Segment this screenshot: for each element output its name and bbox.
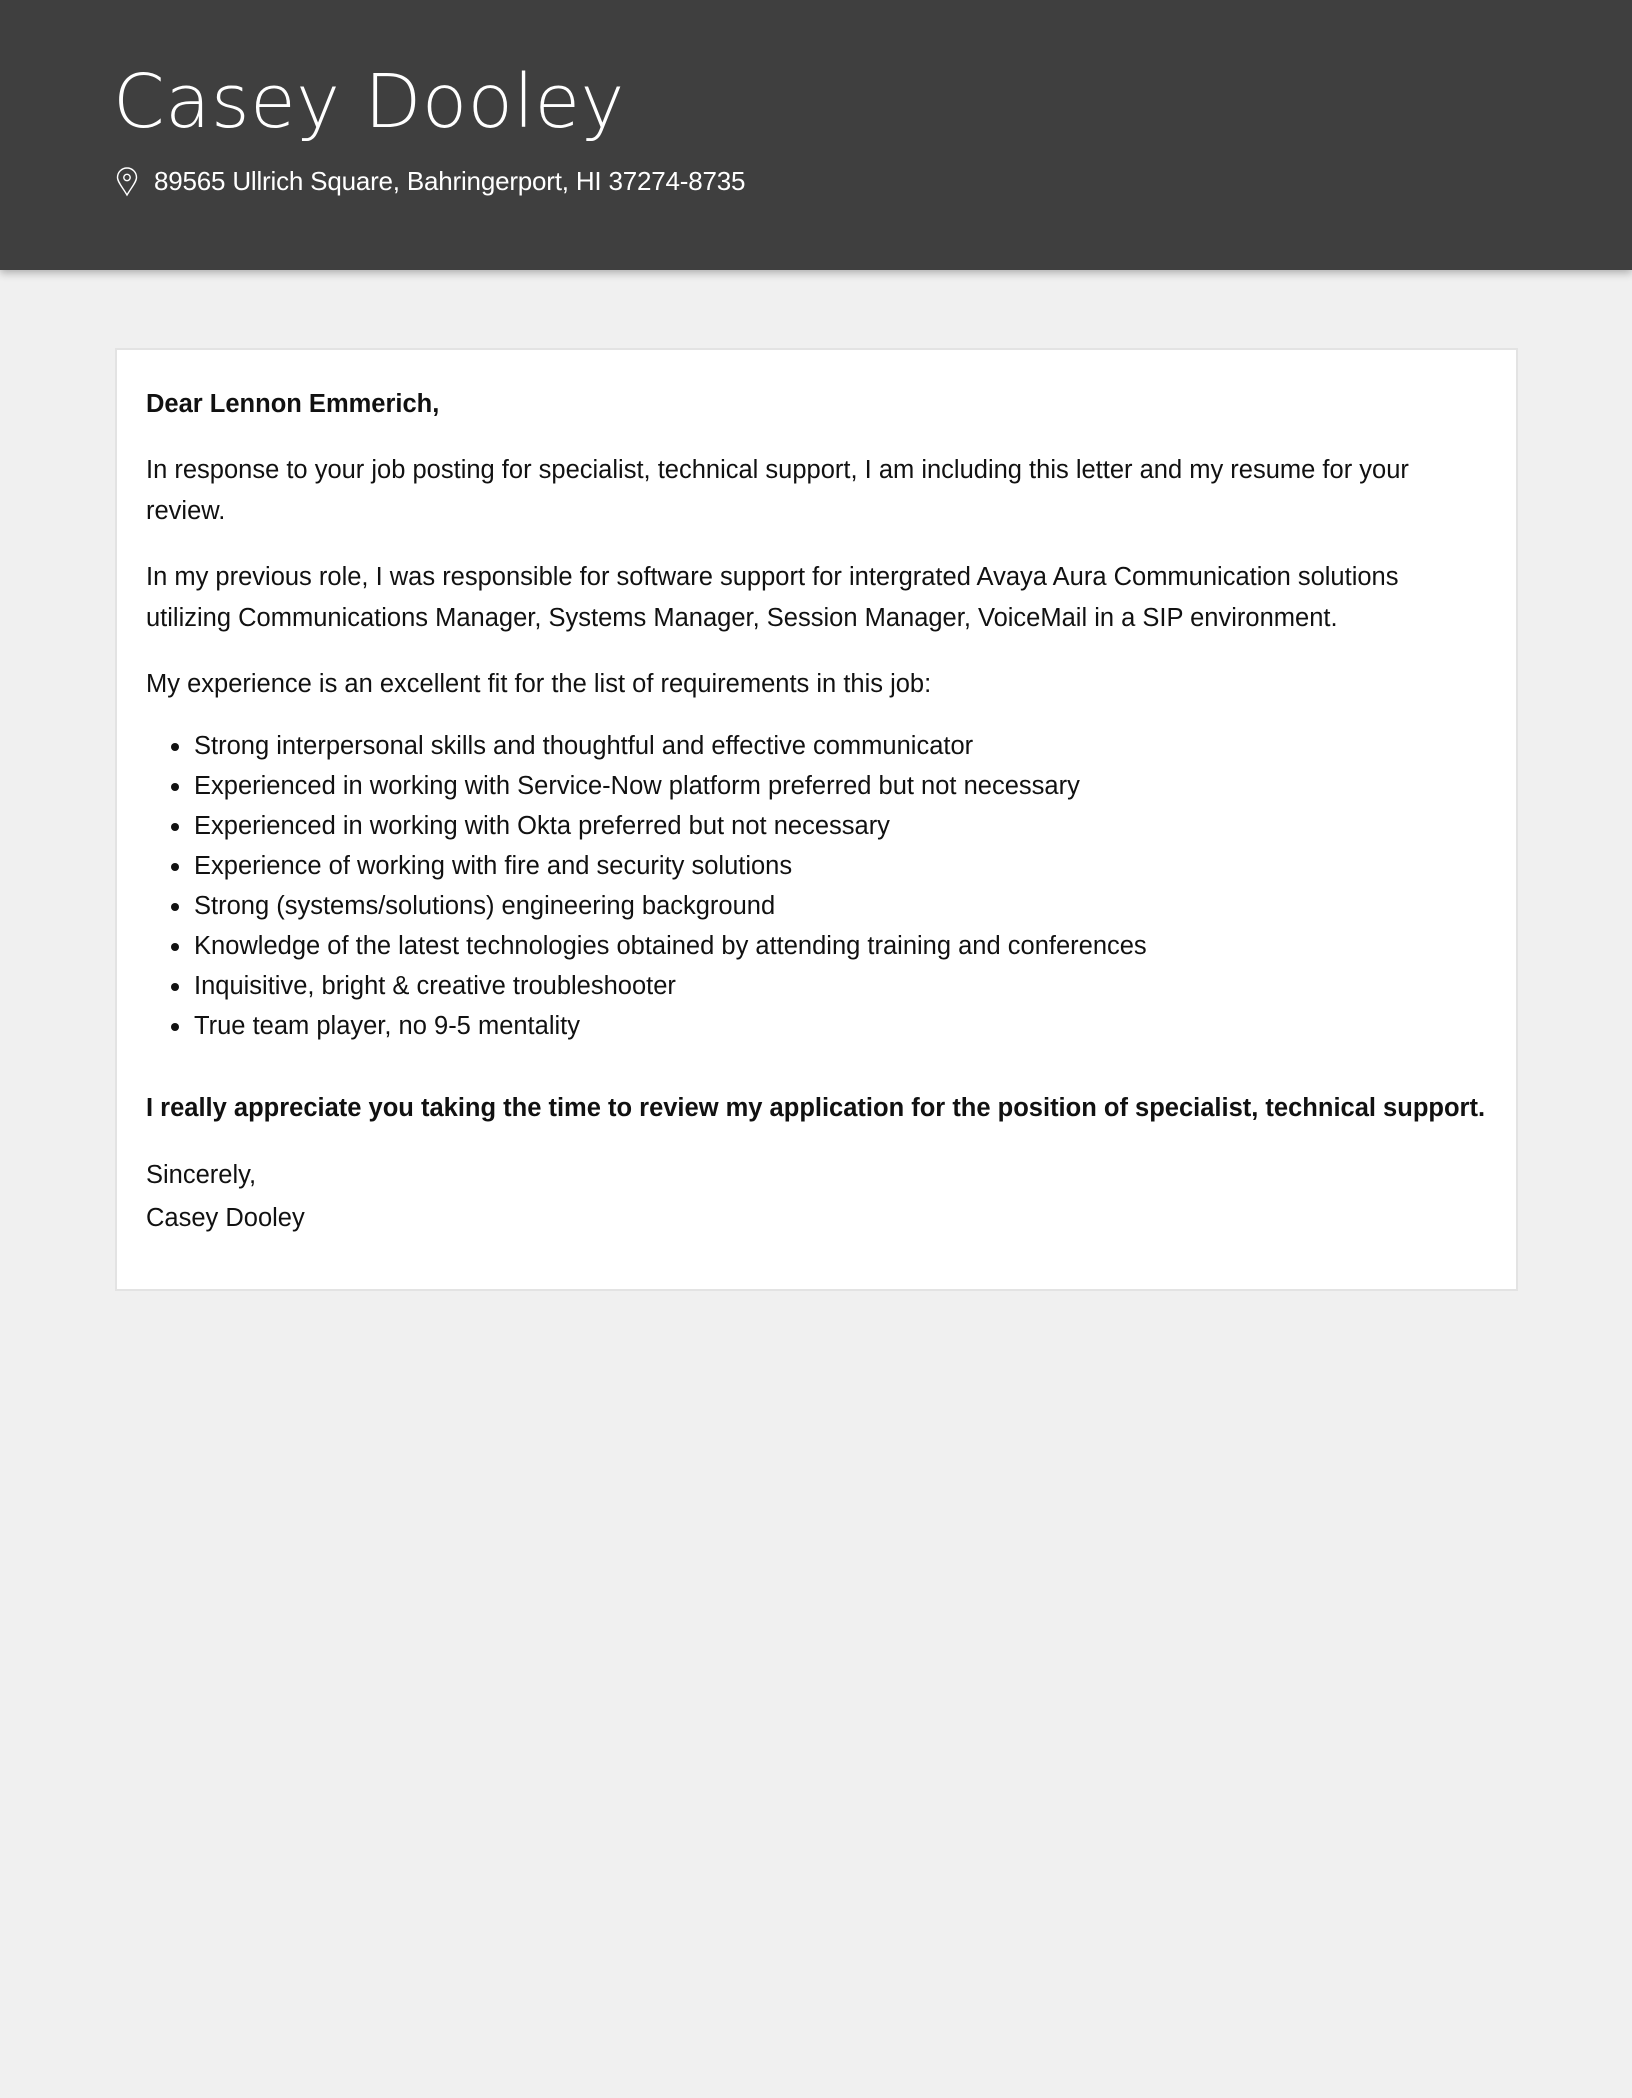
list-item: Experience of working with fire and security solutions xyxy=(165,846,1487,886)
map-pin-icon xyxy=(115,167,139,197)
list-item: Experienced in working with Service-Now platform preferred but not necessary xyxy=(165,766,1487,806)
address-text: 89565 Ullrich Square, Bahringerport, HI 37274-8735 xyxy=(154,166,746,196)
page-header xyxy=(0,0,1632,270)
list-item: Strong interpersonal skills and thoughtful and effective communicator xyxy=(165,726,1487,766)
applicant-name: Casey Dooley xyxy=(113,59,625,145)
cover-letter-card xyxy=(115,348,1518,1291)
salutation: Dear Lennon Emmerich, xyxy=(146,390,440,418)
list-item: Knowledge of the latest technologies obtained by attending training and conferences xyxy=(165,926,1487,966)
list-item: True team player, no 9-5 mentality xyxy=(165,1006,1487,1046)
signature: Casey Dooley xyxy=(146,1204,305,1232)
closing-paragraph: I really appreciate you taking the time to review my application for the position of specialist, technical support. xyxy=(146,1094,1486,1122)
list-item: Experienced in working with Okta preferred but not necessary xyxy=(165,806,1487,846)
experience-paragraph: In my previous role, I was responsible for software support for intergrated Avaya Aura Communication solutions utilizing Communications Manager, Systems Manager, Session Manager, VoiceMail in a SIP environment. xyxy=(146,563,1399,632)
list-item: Strong (systems/solutions) engineering background xyxy=(165,886,1487,926)
signoff-text: Sincerely, xyxy=(146,1161,257,1189)
signoff-block xyxy=(146,1154,1487,1240)
requirements-intro: My experience is an excellent fit for the list of requirements in this job: xyxy=(146,670,932,698)
address-row xyxy=(115,166,745,197)
requirements-list xyxy=(146,726,1487,1046)
intro-paragraph: In response to your job posting for specialist, technical support, I am including this letter and my resume for your review. xyxy=(146,456,1409,525)
list-item: Inquisitive, bright & creative troubleshooter xyxy=(165,966,1487,1006)
